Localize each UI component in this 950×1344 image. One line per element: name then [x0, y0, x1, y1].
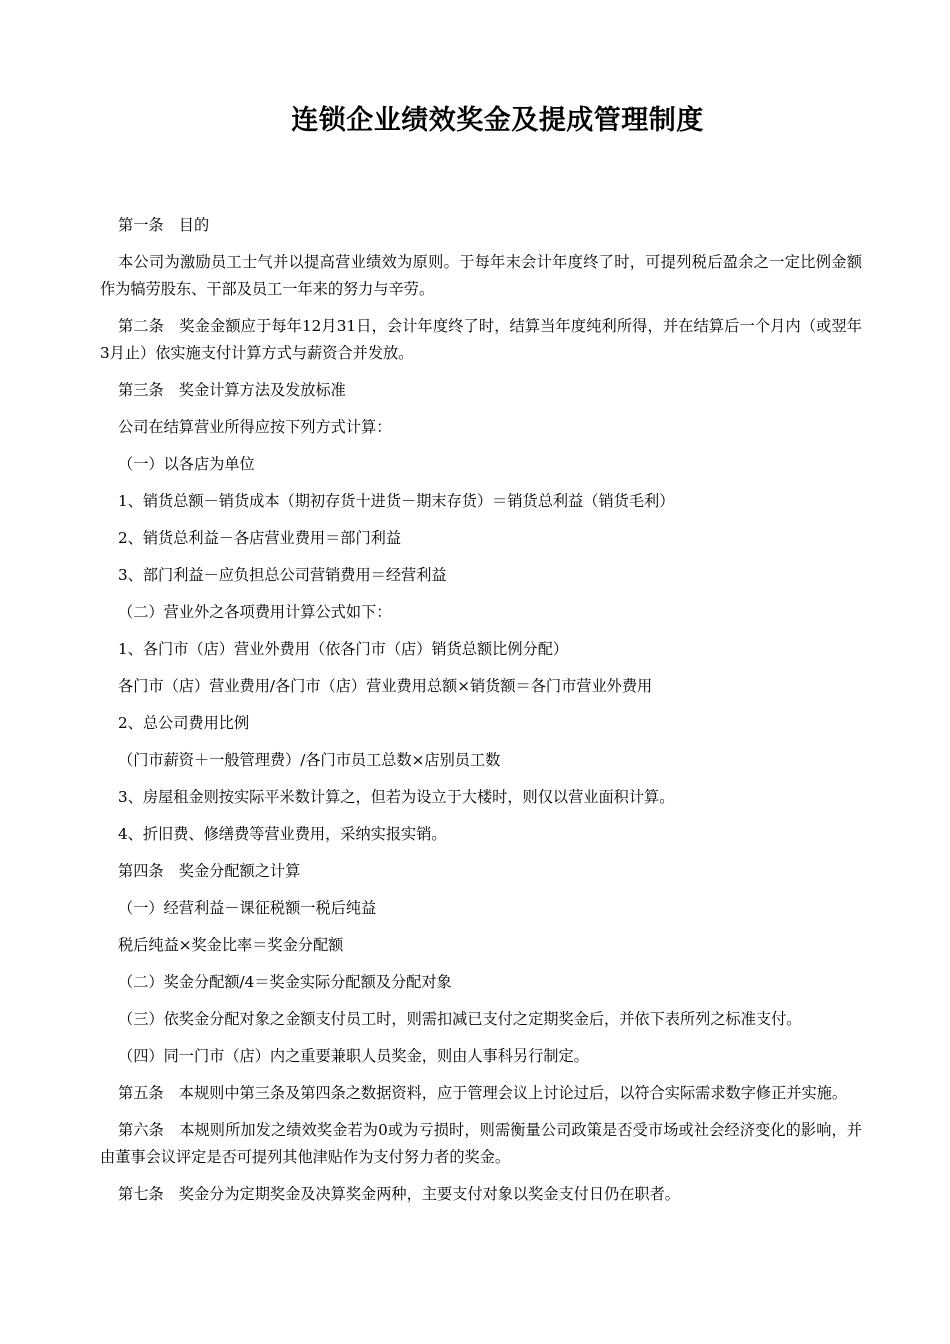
article-3-section-2-formula-1: 各门市（店）营业费用/各门市（店）营业费用总额×销货额＝各门市营业外费用: [118, 677, 653, 695]
article-3-item-3: 3、部门利益－应负担总公司营销费用＝经营利益: [118, 566, 447, 584]
article-4-section-2: （二）奖金分配额/4＝奖金实际分配额及分配对象: [118, 973, 452, 991]
article-4-formula: 税后纯益×奖金比率＝奖金分配额: [118, 936, 344, 954]
article-4-section-3: （三）依奖金分配对象之金额支付员工时，则需扣减已支付之定期奖金后，并依下表所列之标准支付。: [118, 1010, 802, 1028]
article-3-item-2: 2、销货总利益－各店营业费用＝部门利益: [118, 529, 402, 547]
document-body: [100, 212, 862, 1218]
article-3-section-2-item-4: 4、折旧费、修缮费等营业费用，采纳实报实销。: [118, 825, 447, 843]
article-3-intro: 公司在结算营业所得应按下列方式计算：: [118, 418, 392, 436]
document-title: 连锁企业绩效奖金及提成管理制度: [291, 105, 704, 136]
article-3-heading: 第三条 奖金计算方法及发放标准: [118, 381, 346, 399]
article-3-section-2-formula-2: （门市薪资＋一般管理费）/各门市员工总数×店别员工数: [118, 751, 501, 769]
article-3-item-1: 1、销货总额－销货成本（期初存货十进货－期末存货）＝销货总利益（销货毛利）: [118, 492, 675, 510]
article-3-section-1: （一）以各店为单位: [118, 455, 255, 473]
article-6-text: 第六条 本规则所加发之绩效奖金若为0或为亏损时，则需衡量公司政策是否受市场或社会经济变化的影响，并由董事会议评定是否可提列其他津贴作为支付努力者的奖金。: [100, 1121, 862, 1166]
article-1-text: 本公司为激励员工士气并以提高营业绩效为原则。于每年末会计年度终了时，可提列税后盈余之一定比例金额作为犒劳股东、干部及员工一年来的努力与辛劳。: [100, 253, 862, 298]
article-4-section-4: （四）同一门市（店）内之重要兼职人员奖金，则由人事科另行制定。: [118, 1047, 589, 1065]
article-1-heading: 第一条 目的: [118, 216, 210, 234]
article-7-text: 第七条 奖金分为定期奖金及决算奖金两种，主要支付对象以奖金支付日仍在职者。: [118, 1185, 680, 1203]
article-4-heading: 第四条 奖金分配额之计算: [118, 862, 301, 880]
article-4-section-1: （一）经营利益－课征税额一税后纯益: [118, 899, 377, 917]
article-3-section-2-item-3: 3、房屋租金则按实际平米数计算之，但若为设立于大楼时，则仅以营业面积计算。: [118, 788, 675, 806]
article-3-section-2-item-1: 1、各门市（店）营业外费用（依各门市（店）销货总额比例分配）: [118, 640, 569, 658]
article-5-text: 第五条 本规则中第三条及第四条之数据资料，应于管理会议上讨论过后，以符合实际需求数字修正并实施。: [118, 1084, 847, 1102]
article-2-text: 第二条 奖金金额应于每年12月31日，会计年度终了时，结算当年度纯利所得，并在结算后一个月内（或翌年3月止）依实施支付计算方式与薪资合并发放。: [100, 317, 862, 362]
article-3-section-2-item-2: 2、总公司费用比例: [118, 714, 250, 732]
article-3-section-2: （二）营业外之各项费用计算公式如下：: [118, 603, 392, 621]
